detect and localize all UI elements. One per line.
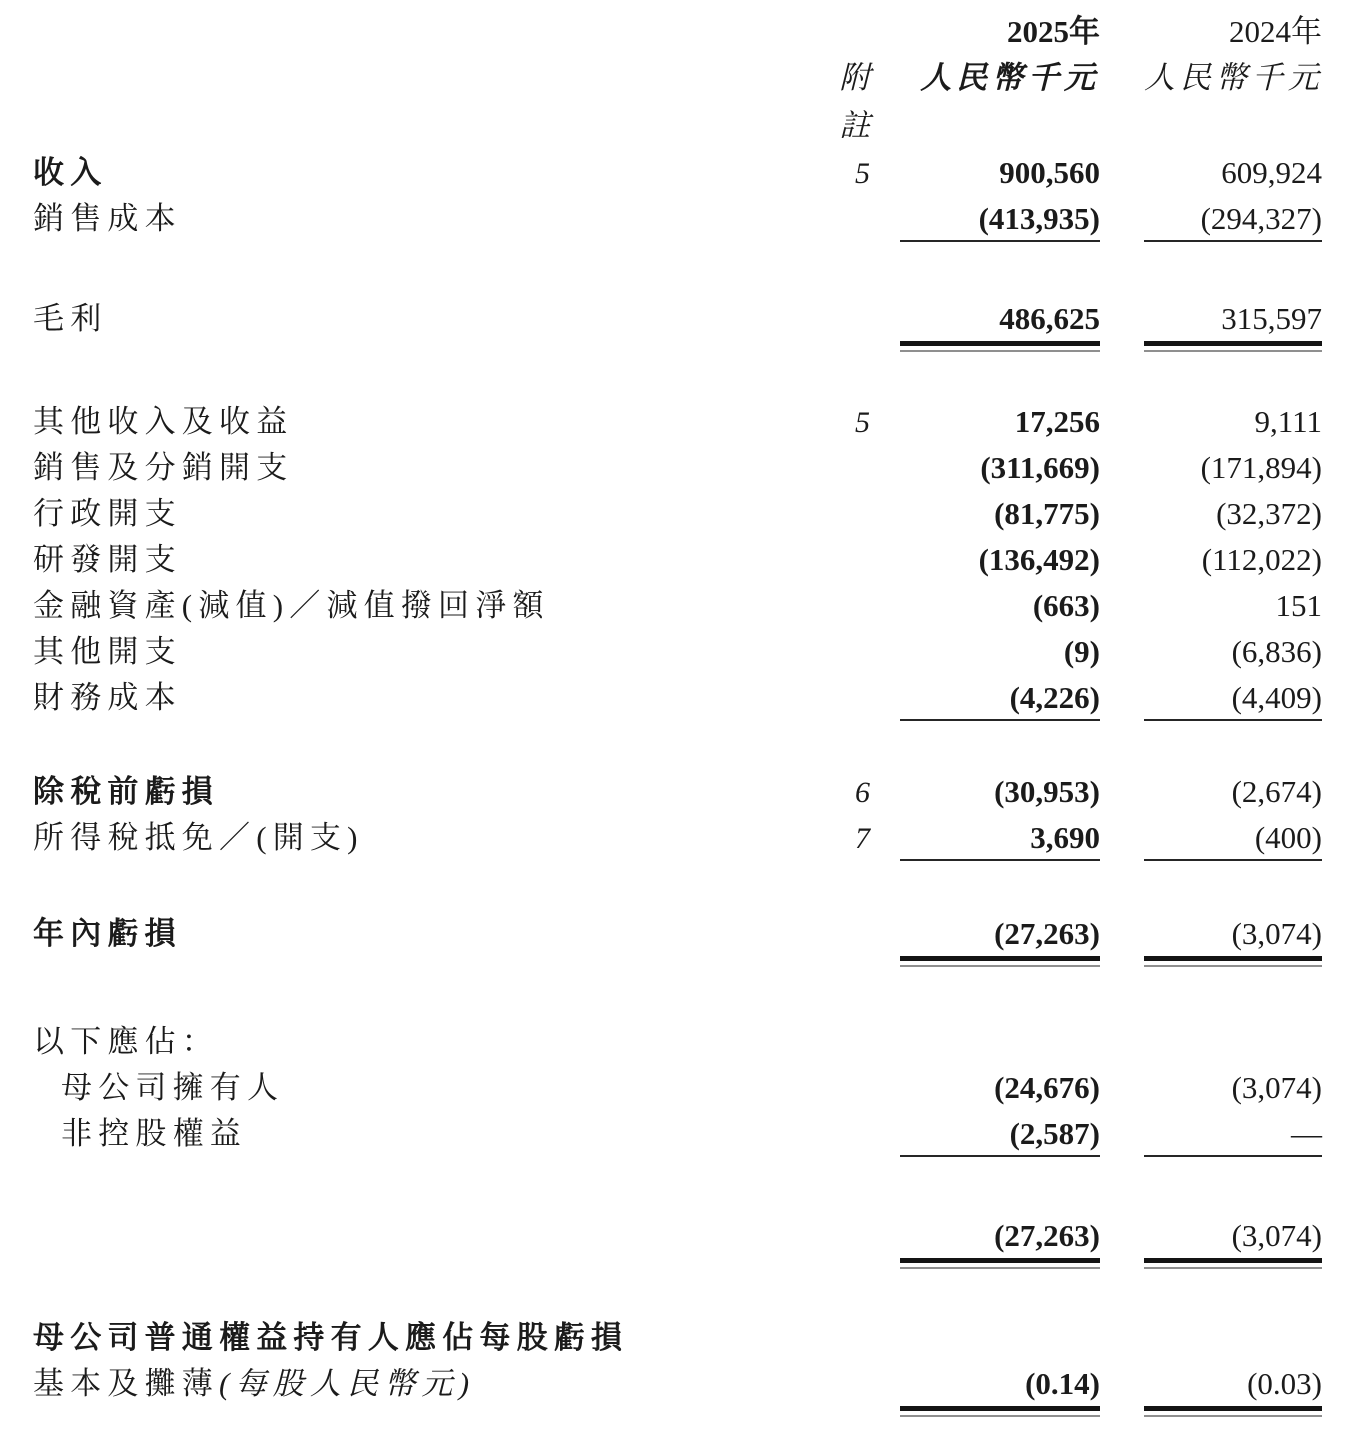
row-other-expenses bbox=[33, 629, 1322, 675]
row-value-2025: 900,560 bbox=[999, 155, 1100, 190]
row-note: 5 bbox=[855, 406, 870, 439]
row-value-2024: (400) bbox=[1144, 815, 1322, 861]
row-value-2024: (32,372) bbox=[1216, 496, 1322, 531]
row-revenue bbox=[33, 150, 1322, 196]
row-basic-diluted-eps bbox=[33, 1361, 1322, 1407]
row-label: 非控股權益 bbox=[61, 1116, 247, 1151]
row-administrative-expenses bbox=[33, 491, 1322, 537]
row-value-2024: (112,022) bbox=[1201, 542, 1322, 577]
row-value-2024: 9,111 bbox=[1254, 404, 1322, 439]
row-value-2025: (27,263) bbox=[900, 1213, 1100, 1259]
row-label: 其他收入及收益 bbox=[33, 404, 294, 439]
row-value-2024: (3,074) bbox=[1144, 1213, 1322, 1259]
row-income-tax-credit-expense bbox=[33, 815, 1322, 861]
row-loss-before-tax bbox=[33, 769, 1322, 815]
row-value-2024: 151 bbox=[1275, 588, 1322, 623]
row-value-2024: (4,409) bbox=[1144, 675, 1322, 721]
row-value-2024: (3,074) bbox=[1231, 1070, 1322, 1105]
row-owners-of-parent bbox=[33, 1065, 1322, 1111]
row-selling-distribution-expenses bbox=[33, 445, 1322, 491]
row-value-2025: (311,669) bbox=[980, 450, 1100, 485]
row-label: 毛利 bbox=[33, 301, 108, 336]
row-cost-of-sales bbox=[33, 196, 1322, 242]
row-value-2024: (0.03) bbox=[1144, 1361, 1322, 1407]
row-value-2024: (2,674) bbox=[1231, 774, 1322, 809]
row-value-2025: 3,690 bbox=[900, 815, 1100, 861]
row-non-controlling-interests bbox=[33, 1111, 1322, 1157]
row-value-2024: (294,327) bbox=[1144, 196, 1322, 242]
row-attributable-total bbox=[33, 1213, 1322, 1259]
row-value-2025: (4,226) bbox=[900, 675, 1100, 721]
row-financial-assets-impairment bbox=[33, 583, 1322, 629]
row-label: 行政開支 bbox=[33, 496, 182, 531]
row-label: 以下應佔： bbox=[33, 1024, 219, 1059]
row-value-2025: (24,676) bbox=[994, 1070, 1100, 1105]
row-value-2025: (2,587) bbox=[900, 1111, 1100, 1157]
row-label: 金融資產(減值)／減值撥回淨額 bbox=[33, 588, 550, 623]
row-value-2025: (0.14) bbox=[900, 1361, 1100, 1407]
row-value-2024: (3,074) bbox=[1144, 911, 1322, 957]
header-year-2024: 2024年 bbox=[1229, 14, 1322, 49]
row-attributable-heading bbox=[33, 1019, 1322, 1065]
row-label-text: 基本及攤薄 bbox=[33, 1366, 219, 1401]
row-label bbox=[33, 1361, 808, 1407]
row-value-2025: 17,256 bbox=[1014, 404, 1100, 439]
header-unit-2025: 人民幣千元 bbox=[920, 60, 1100, 95]
row-value-2025: 486,625 bbox=[900, 296, 1100, 342]
row-value-2025: (9) bbox=[1063, 634, 1100, 669]
row-rd-expenses bbox=[33, 537, 1322, 583]
row-value-2025: (30,953) bbox=[994, 774, 1100, 809]
header-unit-2024: 人民幣千元 bbox=[1144, 60, 1324, 95]
row-label-italic-suffix: (每股人民幣元) bbox=[219, 1366, 476, 1401]
header-year-row bbox=[33, 10, 1322, 54]
row-label: 母公司擁有人 bbox=[61, 1070, 285, 1105]
row-value-2024: (171,894) bbox=[1200, 450, 1322, 485]
row-finance-costs bbox=[33, 675, 1322, 721]
row-label: 其他開支 bbox=[33, 634, 182, 669]
row-value-2024: 315,597 bbox=[1144, 296, 1322, 342]
row-value-2025: (136,492) bbox=[978, 542, 1100, 577]
row-label: 除稅前虧損 bbox=[33, 774, 219, 809]
row-label: 銷售成本 bbox=[33, 201, 182, 236]
header-year-2025: 2025年 bbox=[1007, 14, 1100, 49]
row-value-2024: — bbox=[1144, 1111, 1322, 1157]
row-loss-for-year bbox=[33, 911, 1322, 957]
row-label: 所得稅抵免／(開支) bbox=[33, 820, 364, 855]
row-value-2024: (6,836) bbox=[1231, 634, 1322, 669]
row-label: 母公司普通權益持有人應佔每股虧損 bbox=[33, 1320, 629, 1355]
row-gross-profit bbox=[33, 296, 1322, 342]
row-eps-heading bbox=[33, 1315, 1322, 1361]
row-value-2025: (81,775) bbox=[994, 496, 1100, 531]
row-other-income bbox=[33, 399, 1322, 445]
header-note-label: 附註 bbox=[839, 60, 874, 143]
row-note: 6 bbox=[855, 776, 870, 809]
row-label: 財務成本 bbox=[33, 680, 182, 715]
row-value-2025: (663) bbox=[1032, 588, 1100, 623]
row-note: 5 bbox=[855, 157, 870, 190]
row-value-2025: (27,263) bbox=[900, 911, 1100, 957]
row-value-2025: (413,935) bbox=[900, 196, 1100, 242]
row-label: 研發開支 bbox=[33, 542, 182, 577]
row-label: 年內虧損 bbox=[33, 916, 182, 951]
header-unit-row bbox=[33, 54, 1324, 143]
row-label: 銷售及分銷開支 bbox=[33, 450, 294, 485]
row-note: 7 bbox=[855, 822, 870, 855]
row-value-2024: 609,924 bbox=[1221, 155, 1322, 190]
row-label: 收入 bbox=[33, 155, 108, 190]
